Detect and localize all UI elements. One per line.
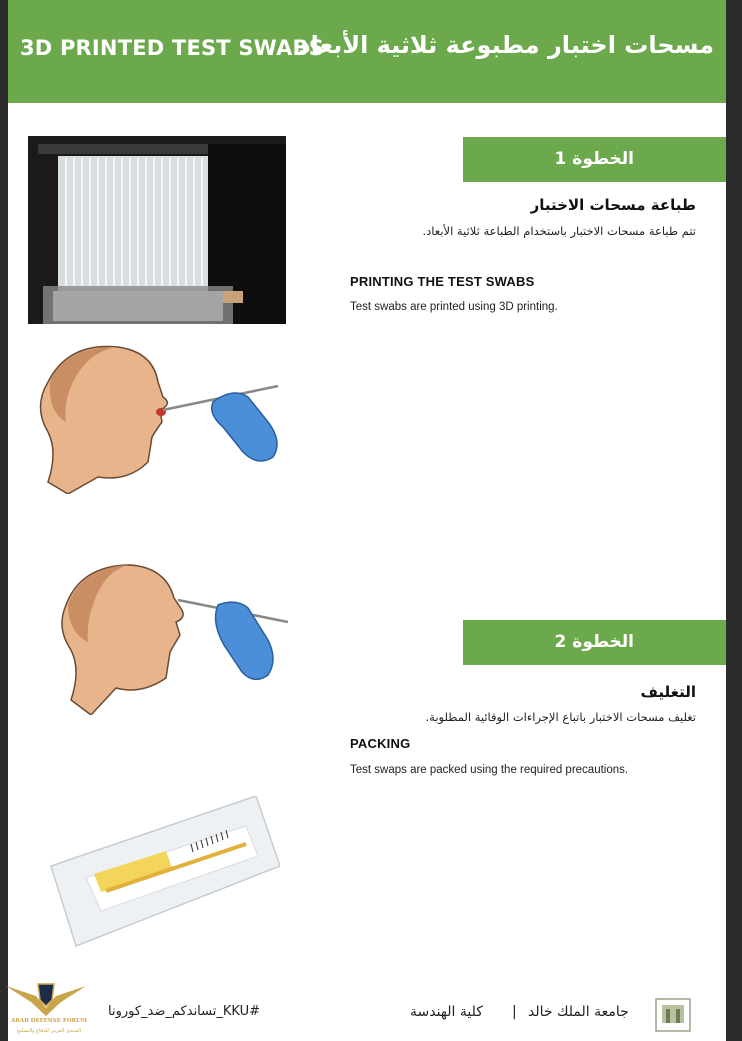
step-2-title-ar: التغليف xyxy=(640,683,696,701)
document-page xyxy=(8,0,726,1041)
step-2-text-en: Test swaps are packed using the required precautions. xyxy=(350,764,629,776)
step-1-title-ar: طباعة مسحات الاختبار xyxy=(530,196,696,214)
footer-hashtag: #KKU_تساندكم_ضد_كورونا xyxy=(108,1004,260,1019)
footer-college: كلية الهندسة xyxy=(410,1004,483,1020)
university-logo-icon xyxy=(654,997,692,1033)
footer-separator: | xyxy=(512,1004,517,1020)
step-2-text-ar: تغليف مسحات الاختبار باتباع الإجراءات الوقائية المطلوبة. xyxy=(425,710,696,724)
throat-swab-illustration xyxy=(28,342,290,494)
nasal-swab-illustration xyxy=(56,560,288,715)
packed-swab-image xyxy=(46,796,280,948)
step-1-bar: الخطوة 1 xyxy=(463,137,726,182)
header-title-ar: مسحات اختبار مطبوعة ثلاثية الأبعاد xyxy=(298,31,714,59)
footer-university: جامعة الملك خالد xyxy=(528,1004,629,1020)
step-1-text-ar: تتم طباعة مسحات الاختبار باستخدام الطباعة ثلاثية الأبعاد. xyxy=(422,224,696,238)
header-title-en: 3D PRINTED TEST SWABS xyxy=(20,36,325,60)
step-1-title-en: PRINTING THE TEST SWABS xyxy=(350,274,535,289)
step-1-text-en: Test swabs are printed using 3D printing. xyxy=(350,301,558,313)
step-2-title-en: PACKING xyxy=(350,736,411,751)
header-banner xyxy=(8,0,726,103)
step-2-bar: الخطوة 2 xyxy=(463,620,726,665)
forum-name: ARAB DEFENSE FORUM xyxy=(11,1018,87,1024)
forum-logo-icon xyxy=(6,978,86,1018)
forum-subtitle: المنتدى العربي للدفاع والتسليح xyxy=(16,1028,82,1034)
printer-image xyxy=(28,136,286,324)
